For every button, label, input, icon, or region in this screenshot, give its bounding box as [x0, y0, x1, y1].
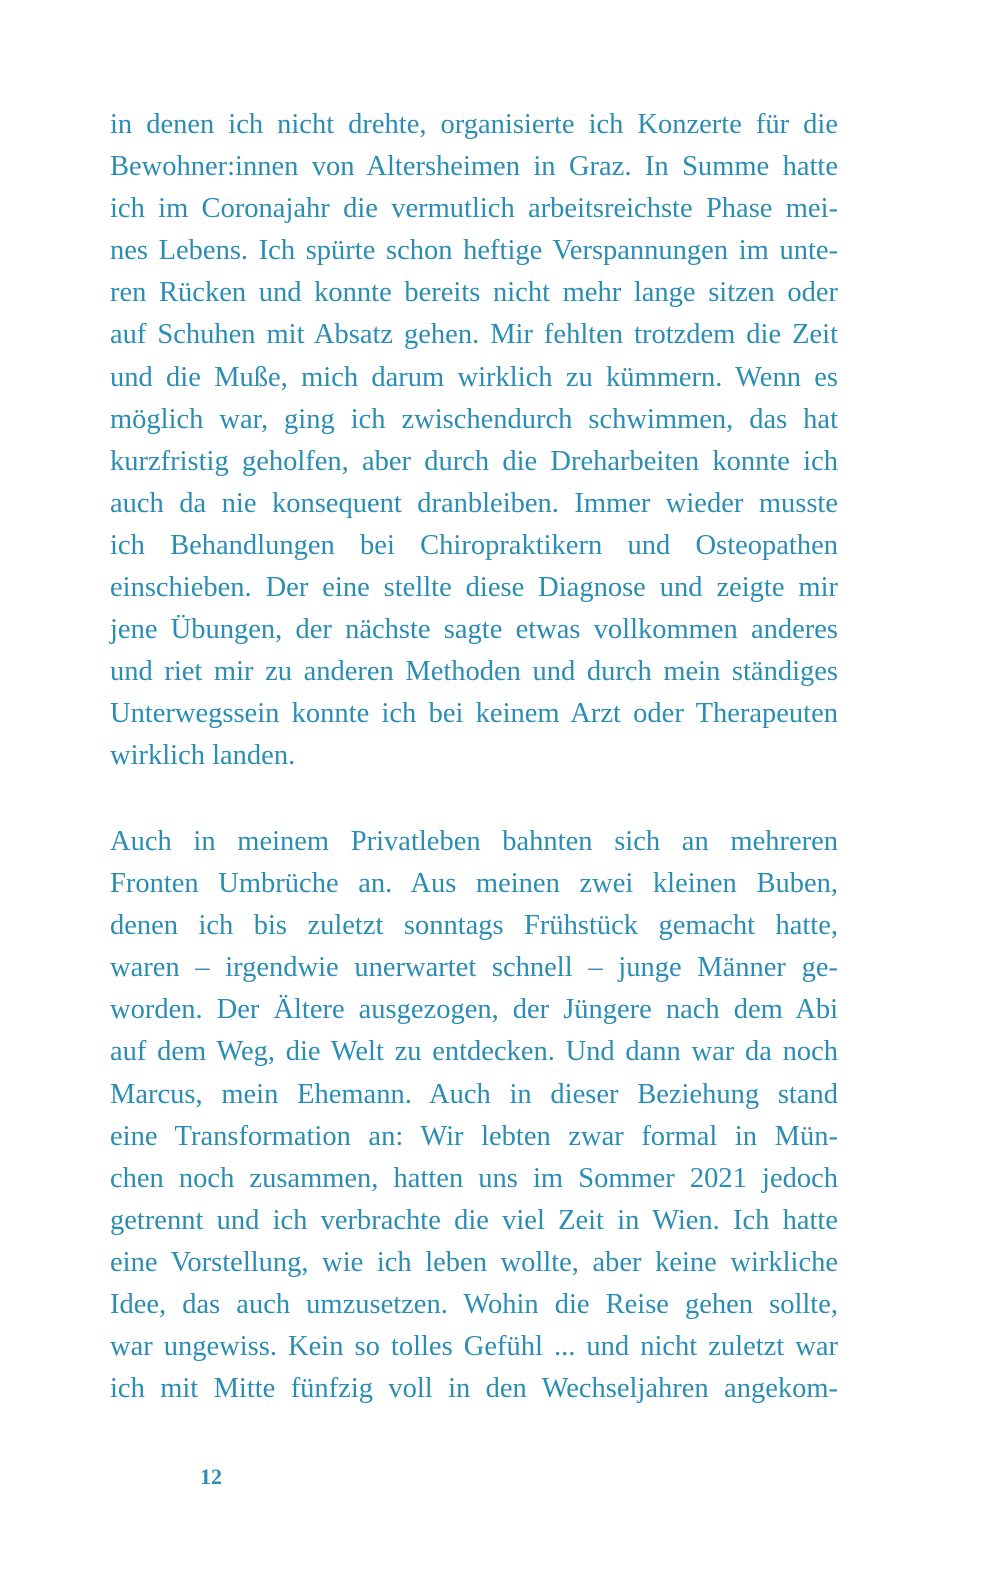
text-line: worden. Der Ältere ausgezogen, der Jüngere nach dem Abi: [110, 994, 838, 1026]
text-line: ich im Coronajahr die vermutlich arbeitsreichste Phase mei-: [110, 193, 838, 225]
text-line: ich mit Mitte fünfzig voll in den Wechseljahren angekom-: [110, 1373, 838, 1405]
text-line: getrennt und ich verbrachte die viel Zeit in Wien. Ich hatte: [110, 1204, 838, 1236]
paragraph-2: [110, 821, 838, 1410]
page-number: 12: [200, 1464, 222, 1489]
text-line: chen noch zusammen, hatten uns im Sommer 2021 jedoch: [110, 1162, 838, 1194]
text-line: Bewohner:innen von Altersheimen in Graz. In Summe hatte: [110, 151, 838, 183]
text-line: ich Behandlungen bei Chiropraktikern und Osteopathen: [110, 529, 838, 561]
text-line: Marcus, mein Ehemann. Auch in dieser Beziehung stand: [110, 1078, 838, 1110]
text-line: auf dem Weg, die Welt zu entdecken. Und dann war da noch: [110, 1036, 838, 1068]
text-line: nes Lebens. Ich spürte schon heftige Verspannungen im unte-: [110, 235, 838, 267]
text-line: eine Vorstellung, wie ich leben wollte, aber keine wirkliche: [110, 1246, 838, 1278]
text-line: möglich war, ging ich zwischendurch schwimmen, das hat: [110, 403, 838, 435]
text-line: in denen ich nicht drehte, organisierte ich Konzerte für die: [110, 109, 838, 140]
text-line: Unterwegssein konnte ich bei keinem Arzt oder Therapeuten: [110, 698, 838, 730]
text-line: Auch in meinem Privatleben bahnten sich an mehreren: [110, 826, 838, 857]
text-line: waren – irgendwie unerwartet schnell – junge Männer ge-: [110, 952, 838, 984]
text-line: kurzfristig geholfen, aber durch die Dreharbeiten konnte ich: [110, 445, 838, 477]
text-line: ren Rücken und konnte bereits nicht mehr lange sitzen oder: [110, 277, 838, 309]
text-line: Idee, das auch umzusetzen. Wohin die Reise gehen sollte,: [110, 1289, 838, 1321]
text-line: einschieben. Der eine stellte diese Diagnose und zeigte mir: [110, 572, 838, 604]
text-line: denen ich bis zuletzt sonntags Frühstück gemacht hatte,: [110, 910, 838, 942]
text-line: auch da nie konsequent dranbleiben. Immer wieder musste: [110, 487, 838, 519]
text-line: war ungewiss. Kein so tolles Gefühl ... und nicht zuletzt war: [110, 1331, 838, 1363]
paragraph-1: [110, 104, 838, 778]
text-line: eine Transformation an: Wir lebten zwar formal in Mün-: [110, 1120, 838, 1152]
text-line: wirklich landen.: [110, 740, 296, 772]
text-line: und die Muße, mich darum wirklich zu kümmern. Wenn es: [110, 361, 838, 393]
text-line: und riet mir zu anderen Methoden und durch mein ständiges: [110, 656, 838, 688]
text-line: jene Übungen, der nächste sagte etwas vollkommen anderes: [110, 614, 838, 646]
text-line: auf Schuhen mit Absatz gehen. Mir fehlten trotzdem die Zeit: [110, 319, 838, 351]
text-line: Fronten Umbrüche an. Aus meinen zwei kleinen Buben,: [110, 868, 838, 900]
